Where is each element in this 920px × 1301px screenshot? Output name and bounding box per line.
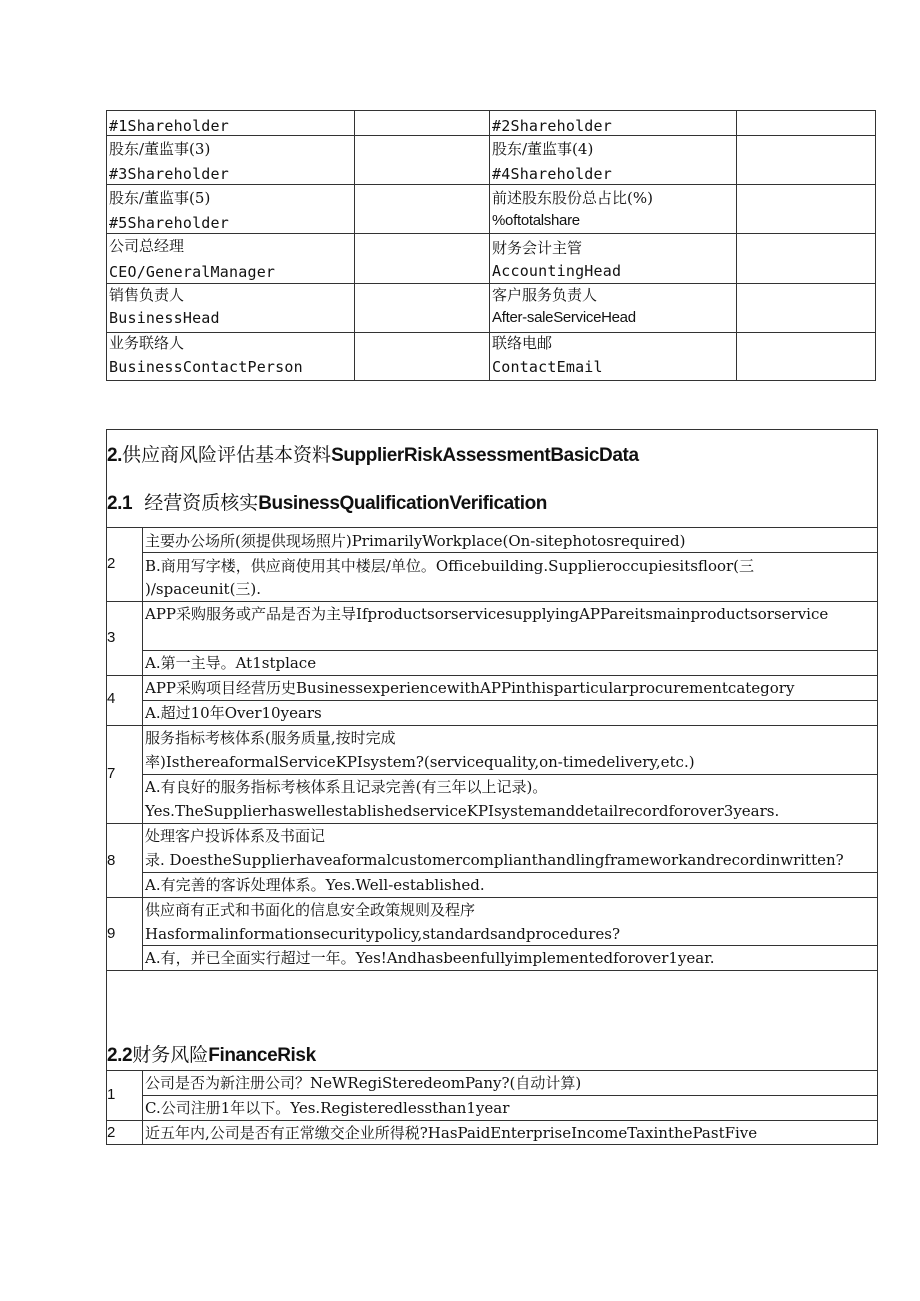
finance-question: 公司是否为新注册公司？NeWRegiSteredeomPany?(自动计算): [145, 1074, 582, 1092]
shareholder-2-label: #2Shareholder: [492, 117, 612, 135]
shareholder-3-zh: 股东/董监事(3): [109, 140, 211, 158]
risk-assessment-section: [106, 429, 878, 1145]
service-head-zh: 客户服务负责人: [492, 286, 598, 304]
accounting-head-zh: 财务会计主管: [492, 239, 583, 257]
finance-question: 近五年内,公司是否有正常缴交企业所得税?HasPaidEnterpriseIncomeTaxinthePastFive: [145, 1124, 758, 1142]
item-number: 8: [107, 852, 116, 869]
item-answer: A.有良好的服务指标考核体系且记录完善(有三年以上记录)。: [145, 778, 548, 796]
item-number: 7: [107, 765, 116, 782]
shareholder-4-zh: 股东/董监事(4): [492, 140, 594, 158]
item-answer: A.超过10年Over10years: [145, 704, 322, 722]
total-share-zh: 前述股东股份总占比(%): [492, 189, 653, 207]
item-question: 主要办公场所(须提供现场照片)PrimarilyWorkplace(On-sitephotosrequired): [145, 532, 686, 550]
shareholder-5-zh: 股东/董监事(5): [109, 189, 211, 207]
total-share-en: %oftotalshare: [492, 212, 580, 229]
finance-item-number: 2: [107, 1124, 116, 1141]
service-head-en: After-saleServiceHead: [492, 309, 636, 326]
contact-email-en: ContactEmail: [492, 358, 603, 376]
finance-item-number: 1: [107, 1086, 116, 1103]
item-number: 4: [107, 690, 116, 707]
item-question: 处理客户投诉体系及书面记: [145, 827, 326, 845]
item-number: 3: [107, 629, 116, 646]
section-title: 2.供应商风险评估基本资料SupplierRiskAssessmentBasicData: [107, 444, 639, 466]
finance-answer: C.公司注册1年以下。Yes.Registeredlessthan1year: [145, 1099, 510, 1117]
item-number: 2: [107, 555, 116, 572]
item-answer: A.有完善的客诉处理体系。Yes.Well-established.: [145, 876, 485, 894]
shareholder-4-en: #4Shareholder: [492, 165, 612, 183]
shareholder-table: [106, 110, 876, 381]
item-question: APP采购项目经营历史BusinessexperiencewithAPPinthisparticularprocurementcategory: [145, 679, 795, 697]
item-answer: A.有，并已全面实行超过一年。Yes!Andhasbeenfullyimplementedforover1year.: [145, 949, 715, 967]
item-answer: B.商用写字楼，供应商使用其中楼层/单位。Officebuilding.Supplieroccupiesitsfloor(三: [145, 557, 755, 575]
item-answer: A.第一主导。At1stplace: [145, 654, 317, 672]
item-answer-cont: Yes.TheSupplierhaswellestablishedserviceKPIsystemanddetailrecordforover3years.: [145, 802, 780, 820]
business-head-en: BusinessHead: [109, 309, 220, 327]
item-question-cont: Hasformalinformationsecuritypolicy,standardsandprocedures?: [145, 925, 620, 943]
item-question: APP采购服务或产品是否为主导IfproductsorservicesupplyingAPPareitsmainproductsorservice: [145, 605, 829, 623]
accounting-head-en: AccountingHead: [492, 262, 622, 280]
ceo-en: CEO/GeneralManager: [109, 263, 276, 281]
ceo-zh: 公司总经理: [109, 237, 185, 255]
item-question: 服务指标考核体系(服务质量,按时完成: [145, 729, 396, 747]
subsection-2-2-title: 2.2财务风险FinanceRisk: [107, 1044, 316, 1066]
item-question: 供应商有正式和书面化的信息安全政策规则及程序: [145, 901, 476, 919]
item-number: 9: [107, 925, 116, 942]
shareholder-5-en: #5Shareholder: [109, 214, 229, 232]
item-question-cont: 率)IsthereaformalServiceKPIsystem?(servicequality,on-timedelivery,etc.): [145, 753, 695, 771]
shareholder-1-label: #1Shareholder: [109, 117, 229, 135]
contact-email-zh: 联络电邮: [492, 334, 553, 352]
subsection-2-1-title: 2.1 经营资质核实BusinessQualificationVerification: [107, 492, 548, 514]
contact-person-zh: 业务联络人: [109, 334, 185, 352]
business-head-zh: 销售负责人: [109, 286, 185, 304]
contact-person-en: BusinessContactPerson: [109, 358, 303, 376]
item-question-cont: 录. DoestheSupplierhaveaformalcustomercomplianthandlingframeworkandrecordinwritten?: [145, 851, 844, 869]
item-answer-cont: )∕spaceunit(三).: [145, 580, 262, 598]
shareholder-3-en: #3Shareholder: [109, 165, 229, 183]
